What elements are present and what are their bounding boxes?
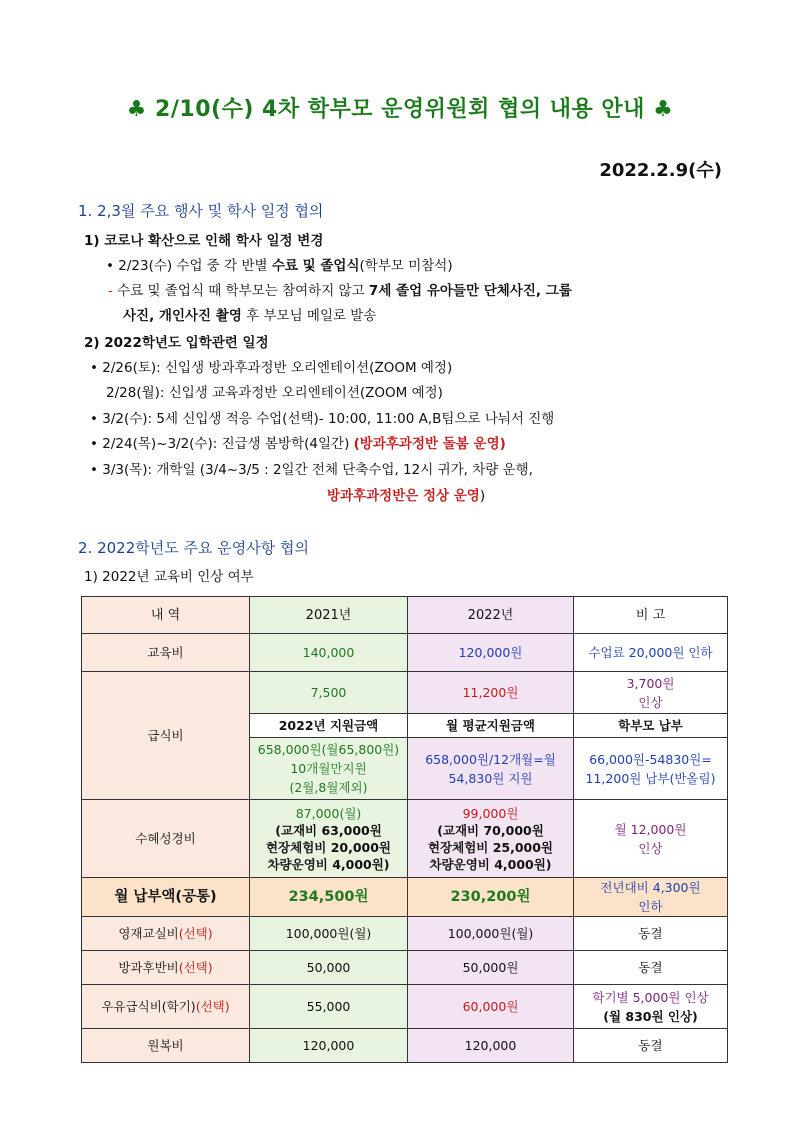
note-line: 인상 [638, 694, 663, 710]
cell-2021 [250, 738, 408, 800]
bullet-red: (방과후과정반 돌봄 운영) [353, 436, 506, 452]
note-line: 월 12,000원 [614, 821, 687, 837]
section1-sub1: 1) 코로나 확산으로 인해 학사 일정 변경 [84, 233, 324, 249]
row-label [82, 985, 250, 1029]
bullet-spring-break [90, 432, 506, 452]
bullet-red: 방과후과정반은 정상 운영 [327, 488, 480, 504]
cell-line: 10개월만지원 [290, 761, 367, 776]
label-select: (선택) [178, 960, 213, 975]
table-row [82, 672, 728, 714]
cell-line: (교재비 63,000원 [275, 822, 382, 838]
label-select: (선택) [195, 999, 230, 1014]
label-select: (선택) [178, 926, 213, 941]
bullet-school-start: • 3/3(목): 개학일 (3/4~3/5 : 2일간 전체 단축수업, 12시 귀가, 차량 운행, [90, 462, 533, 478]
cell-line: 66,000원-54830원= [589, 751, 712, 767]
document-date: 2022.2.9(수) [599, 160, 722, 181]
header-2022: 2022년 [408, 597, 574, 634]
cell-2022: 120,000원 [408, 634, 574, 672]
note-line: 학기별 5,000원 인상 [592, 989, 709, 1005]
cell-line: 54,830원 지원 [448, 770, 533, 786]
subheader: 월 평균지원금액 [408, 714, 574, 738]
dash-photo-line2 [123, 304, 376, 324]
bullet-text: • 2/23(수) 수업 중 각 반별 [106, 258, 272, 274]
bullet-bold: 수료 및 졸업식 [271, 258, 360, 274]
page-title: ♣ 2/10(수) 4차 학부모 운영위원회 협의 내용 안내 ♣ [126, 97, 674, 122]
table-row [82, 1029, 728, 1063]
header-note: 비 고 [574, 597, 728, 634]
cell-2021 [250, 800, 408, 878]
label-text: 영재교실비 [118, 926, 179, 941]
cell-note [574, 672, 728, 714]
cell-line: 658,000원/12개월=월 [425, 751, 556, 767]
fee-table [81, 596, 728, 1063]
cell-note [574, 878, 728, 917]
cell-line: 11,200원 납부(반올림) [585, 770, 716, 786]
note-line: 인상 [638, 840, 663, 856]
table-row [82, 951, 728, 985]
cell-2021: 234,500원 [250, 878, 408, 917]
bullet-school-start-2 [327, 484, 485, 504]
cell-2022: 100,000원(월) [408, 917, 574, 951]
subheader: 학부모 납부 [574, 714, 728, 738]
row-label: 급식비 [82, 672, 250, 800]
table-header-row [82, 597, 728, 634]
cell-note: 동결 [574, 951, 728, 985]
cell-note: 동결 [574, 1029, 728, 1063]
table-row [82, 985, 728, 1029]
cell-note [574, 985, 728, 1029]
cell-2022 [408, 738, 574, 800]
bullet-orientation-1: • 2/26(토): 신입생 방과후과정반 오리엔테이션(ZOOM 예정) [90, 360, 453, 376]
row-label [82, 917, 250, 951]
subheader: 2022년 지원금액 [250, 714, 408, 738]
table-row [82, 800, 728, 878]
cell-line: 현장체험비 20,000원 [265, 839, 392, 855]
bullet-text: ) [479, 488, 486, 504]
cell-2021: 50,000 [250, 951, 408, 985]
section1-heading: 1. 2,3월 주요 행사 및 학사 일정 협의 [78, 202, 324, 220]
row-label: 교육비 [82, 634, 250, 672]
cell-2022: 50,000원 [408, 951, 574, 985]
dash-bold: 7세 졸업 유아들만 단체사진, 그룹 [368, 283, 572, 299]
dash-mark: - [108, 283, 113, 299]
bullet-orientation-2: 2/28(월): 신입생 교육과정반 오리엔테이션(ZOOM 예정) [106, 385, 443, 401]
cell-line: 99,000원 [462, 805, 519, 821]
table-row [82, 917, 728, 951]
note-line: 전년대비 4,300원 [600, 880, 701, 895]
cell-2022: 60,000원 [408, 985, 574, 1029]
bullet-adaptation: • 3/2(수): 5세 신입생 적응 수업(선택)- 10:00, 11:00 A,B팀으로 나눠서 진행 [90, 411, 555, 427]
note-line: 3,700원 [626, 675, 675, 691]
cell-2021: 100,000원(월) [250, 917, 408, 951]
dash-photo-line1 [108, 279, 572, 299]
label-text: 우유급식비(학기) [101, 999, 196, 1014]
dash-text: 후 부모님 메일로 발송 [241, 308, 377, 324]
cell-note [574, 738, 728, 800]
table-row [82, 634, 728, 672]
row-label: 수혜성경비 [82, 800, 250, 878]
cell-line: (2월,8월제외) [289, 780, 368, 795]
note-line: (월 830원 인상) [603, 1008, 698, 1024]
cell-2021: 7,500 [250, 672, 408, 714]
cell-2021: 55,000 [250, 985, 408, 1029]
cell-2022: 120,000 [408, 1029, 574, 1063]
section1-sub2: 2) 2022학년도 입학관련 일정 [84, 335, 269, 351]
section2-heading: 2. 2022학년도 주요 운영사항 협의 [78, 539, 309, 557]
row-label: 원복비 [82, 1029, 250, 1063]
cell-line: 차량운영비 4,000원) [429, 856, 552, 872]
cell-note: 동결 [574, 917, 728, 951]
cell-2022: 11,200원 [408, 672, 574, 714]
cell-line: 차량운영비 4,000원) [267, 856, 390, 872]
row-label [82, 951, 250, 985]
cell-line: (교재비 70,000원 [437, 822, 544, 838]
cell-2021: 120,000 [250, 1029, 408, 1063]
header-item: 내 역 [82, 597, 250, 634]
section2-sub1: 1) 2022년 교육비 인상 여부 [84, 569, 254, 585]
header-2021: 2021년 [250, 597, 408, 634]
table-row-monthly [82, 878, 728, 917]
cell-line: 현장체험비 25,000원 [427, 839, 554, 855]
cell-2021: 140,000 [250, 634, 408, 672]
cell-2022: 230,200원 [408, 878, 574, 917]
cell-line: 87,000(월) [295, 805, 362, 821]
cell-note: 수업료 20,000원 인하 [574, 634, 728, 672]
dash-text: 수료 및 졸업식 때 학부모는 참여하지 않고 [117, 283, 369, 299]
bullet-graduation [106, 254, 453, 274]
cell-2022 [408, 800, 574, 878]
note-line: 인하 [638, 899, 663, 914]
cell-note [574, 800, 728, 878]
dash-bold: 사진, 개인사진 촬영 [123, 308, 242, 324]
bullet-text: • 2/24(목)~3/2(수): 진급생 봄방학(4일간) [90, 436, 354, 452]
cell-line: 658,000원(월65,800원) [257, 742, 400, 757]
row-label: 월 납부액(공통) [82, 878, 250, 917]
label-text: 방과후반비 [118, 960, 179, 975]
bullet-text: (학부모 미참석) [359, 258, 453, 274]
